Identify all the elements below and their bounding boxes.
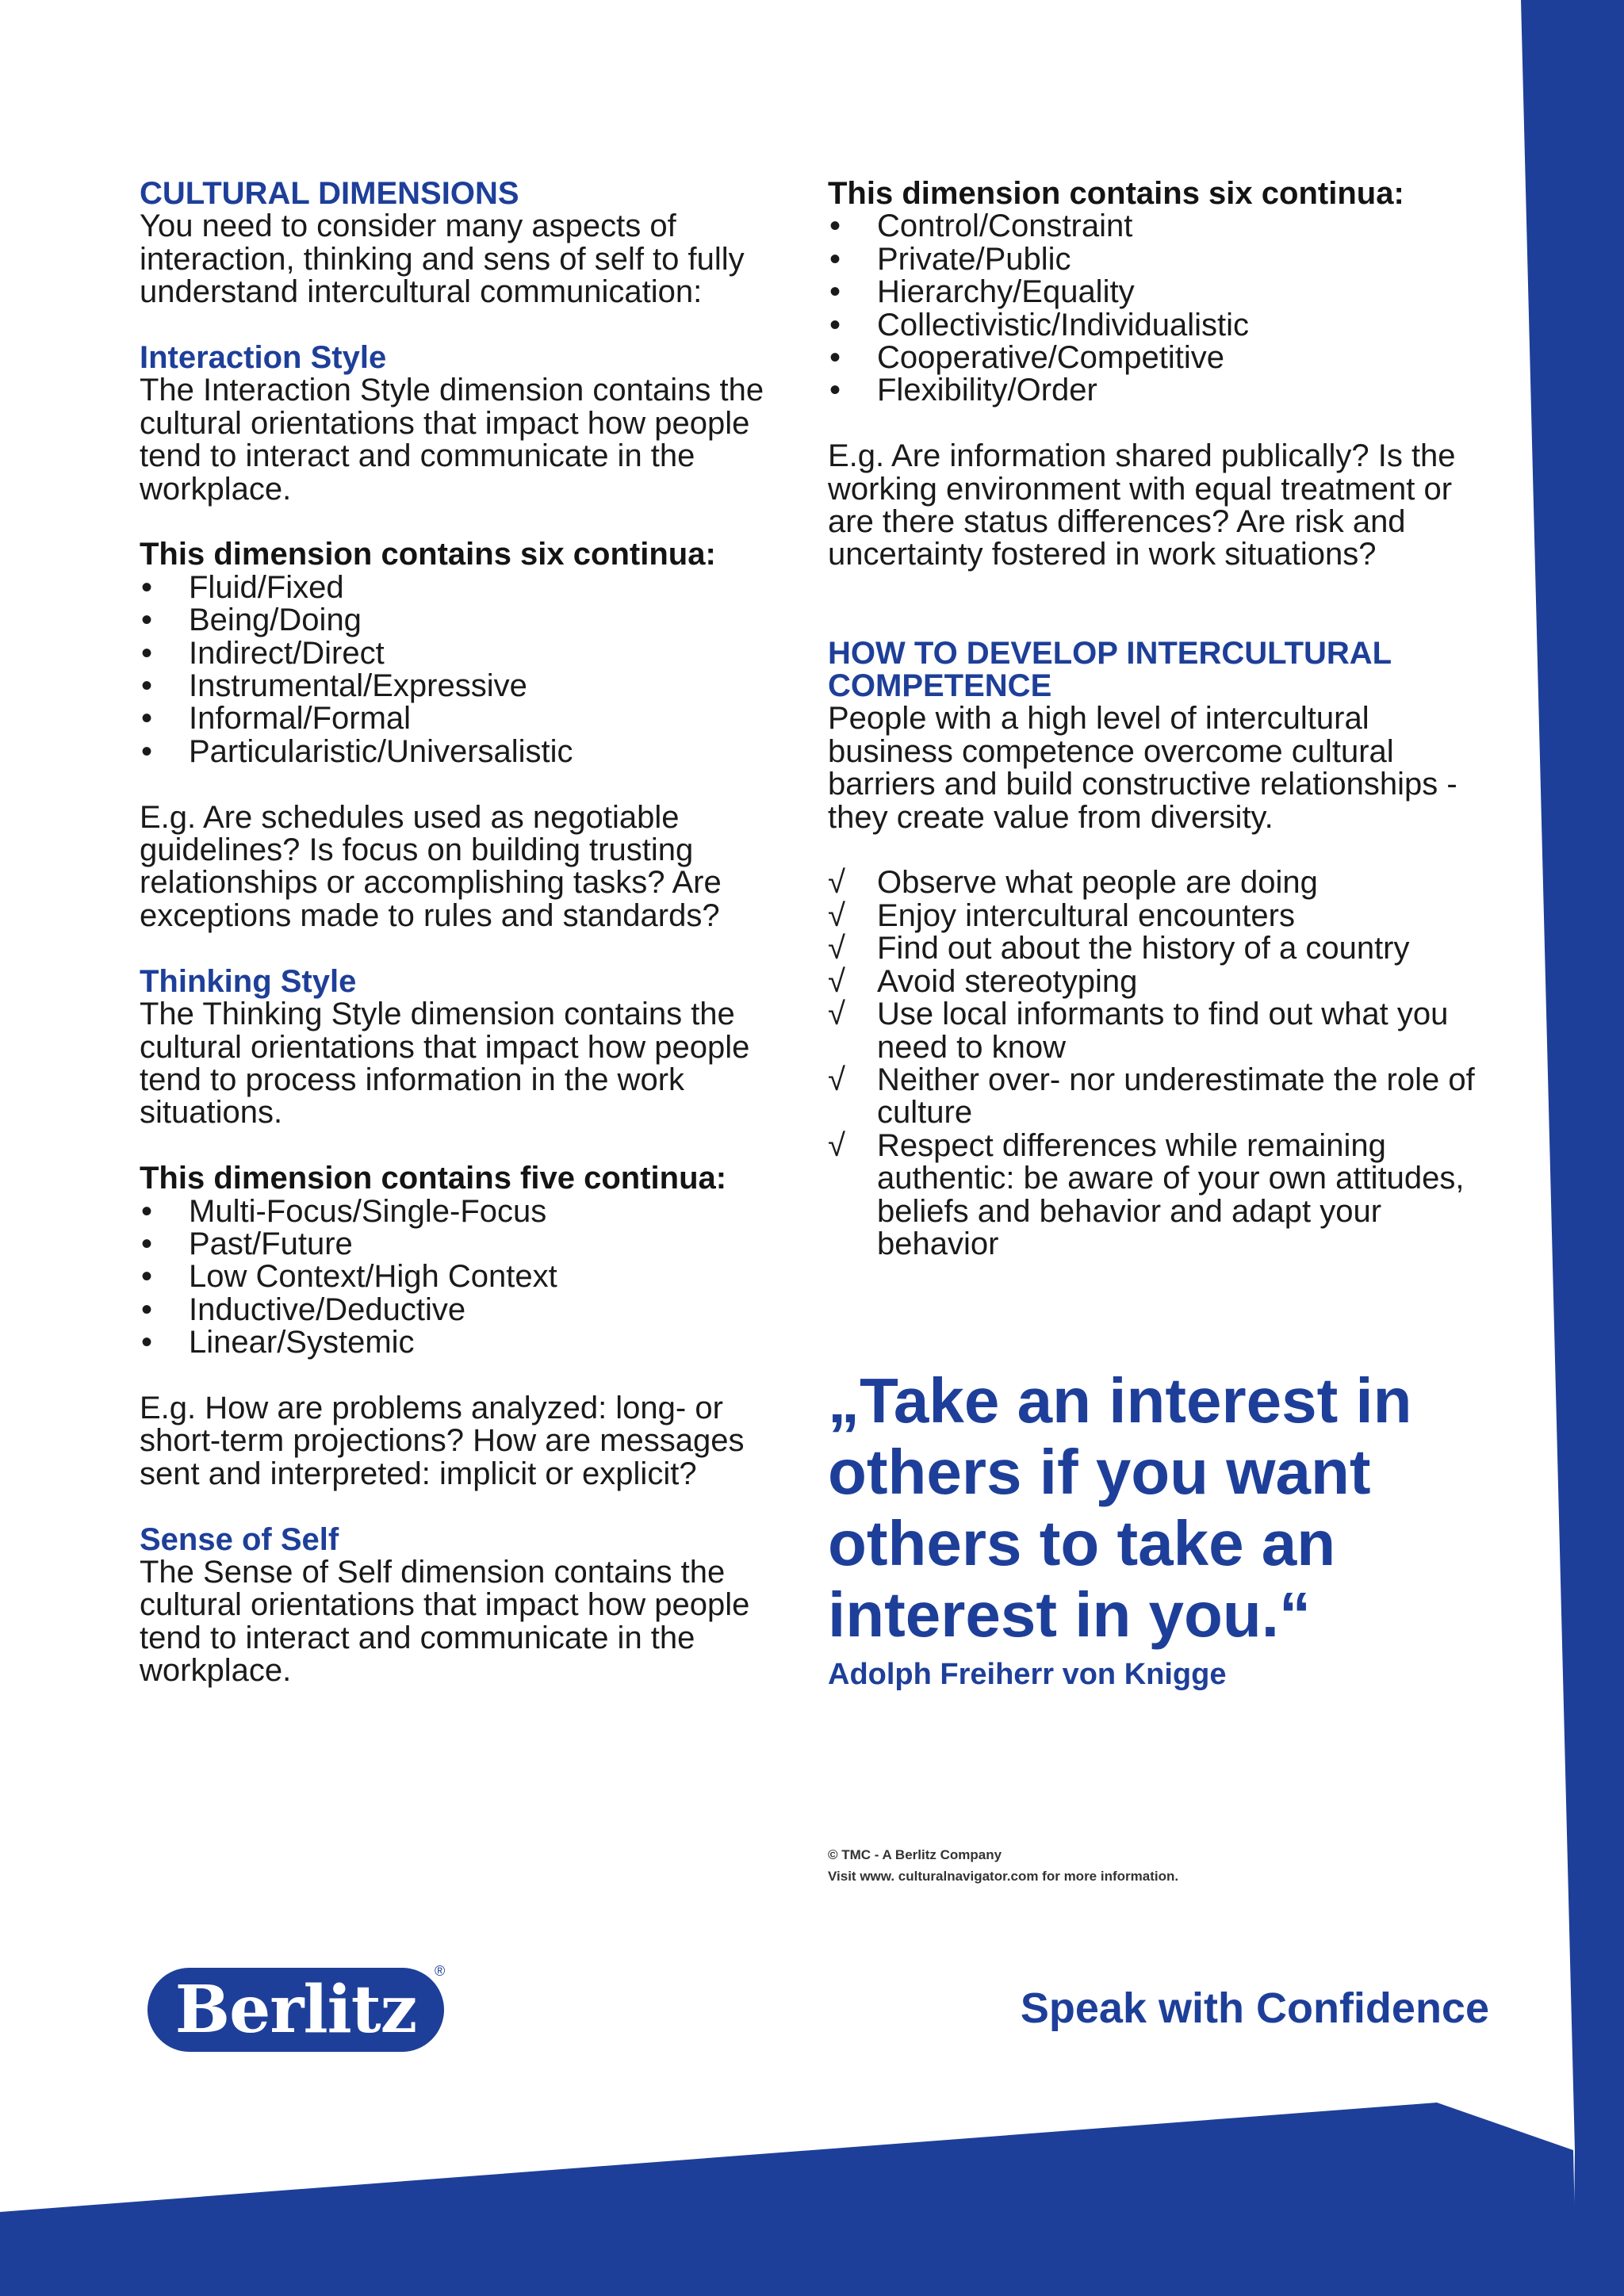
check-icon: √ [828, 897, 845, 933]
check-icon: √ [828, 865, 845, 901]
bullet-icon: • [141, 1259, 153, 1295]
list-item: • Multi-Focus/Single-Focus [141, 1193, 547, 1229]
list-item: • Inductive/Deductive [141, 1292, 466, 1327]
right-blue-band [1521, 0, 1624, 2296]
quote-block [828, 1365, 1526, 1693]
list-item: • Indirect/Direct [141, 635, 385, 671]
self-continua-list [828, 210, 1494, 407]
check-icon: √ [828, 931, 845, 966]
interaction-style-heading: Interaction Style [140, 340, 387, 376]
list-item: • Hierarchy/Equality [829, 274, 1135, 310]
bullet-icon: • [141, 1193, 153, 1229]
list-item: √ Find out about the history of a country [828, 931, 1410, 966]
list-item: • Private/Public [829, 241, 1071, 277]
interaction-example: E.g. Are schedules used as negotiable guidelines? Is focus on building trusting relationships or accomplishing tasks? Are exceptions made to rules and standards? [140, 799, 722, 933]
list-item: • Collectivistic/Individualistic [829, 307, 1250, 342]
section-title: CULTURAL DIMENSIONS [140, 176, 519, 211]
copyright-text: © TMC - A Berlitz Company [828, 1847, 1002, 1862]
quote-author: Adolph Freiherr von Knigge [828, 1658, 1227, 1691]
list-item: • Low Context/High Context [141, 1259, 557, 1295]
competence-heading: HOW TO DEVELOP INTERCULTURAL COMPETENCE [828, 635, 1392, 704]
bullet-icon: • [829, 209, 841, 244]
check-icon: √ [828, 963, 845, 999]
competence-body: People with a high level of intercultural business competence overcome cultural barriers and build constructive relationships - they create value from diversity. [828, 701, 1457, 835]
bullet-icon: • [141, 701, 153, 737]
bullet-icon: • [829, 307, 841, 342]
list-item: √ Respect differences while remaining authentic: be aware of your own attitudes, beliefs and behavior and adapt your behavior [828, 1127, 1465, 1261]
bullet-icon: • [141, 1226, 153, 1261]
footer-copyright [828, 1844, 1178, 1887]
sense-of-self-heading: Sense of Self [140, 1521, 339, 1557]
self-list-heading: This dimension contains six continua: [828, 176, 1404, 211]
bullet-icon: • [829, 373, 841, 408]
bullet-icon: • [141, 1292, 153, 1327]
list-item: • Past/Future [141, 1226, 353, 1261]
left-column [140, 178, 798, 1688]
check-icon: √ [828, 997, 845, 1032]
list-item: • Control/Constraint [829, 209, 1133, 244]
thinking-continua-list [140, 1193, 798, 1360]
list-item: √ Avoid stereotyping [828, 963, 1138, 999]
list-item: √ Enjoy intercultural encounters [828, 897, 1295, 933]
bottom-blue-band [0, 2103, 1576, 2296]
bullet-icon: • [829, 241, 841, 277]
visit-text: Visit www. culturalnavigator.com for more information. [828, 1869, 1179, 1884]
check-icon: √ [828, 1127, 845, 1163]
thinking-style-body: The Thinking Style dimension contains the cultural orientations that impact how people tend to process information in the work situations. [140, 997, 750, 1131]
list-item: • Particularistic/Universalistic [141, 733, 573, 769]
registered-mark: ® [435, 1963, 446, 1979]
logo-wordmark: Berlitz [147, 1968, 444, 2052]
right-column [828, 178, 1494, 1261]
thinking-style-heading: Thinking Style [140, 963, 357, 999]
list-item: • Flexibility/Order [829, 373, 1097, 408]
self-example: E.g. Are information shared publically? Is the working environment with equal treatment or are there status differences? Are risk and uncertainty fostered in work situations? [828, 438, 1456, 572]
bullet-icon: • [141, 1325, 153, 1360]
interaction-list-heading: This dimension contains six continua: [140, 537, 716, 572]
list-item: • Informal/Formal [141, 701, 412, 737]
quote-text: „Take an interest in others if you want others to take an interest in you.“ [828, 1365, 1412, 1650]
bullet-icon: • [141, 635, 153, 671]
list-item: √ Use local informants to find out what you need to know [828, 997, 1449, 1065]
thinking-list-heading: This dimension contains five continua: [140, 1161, 727, 1196]
interaction-style-body: The Interaction Style dimension contains the cultural orientations that impact how people tend to interact and communicate in the workplace. [140, 373, 764, 507]
list-item: • Linear/Systemic [141, 1325, 415, 1360]
tagline: Speak with Confidence [1020, 1984, 1489, 2032]
thinking-example: E.g. How are problems analyzed: long- or short-term projections? How are messages sent and interpreted: implicit or explicit? [140, 1390, 745, 1491]
berlitz-logo [147, 1963, 447, 2053]
list-item: √ Neither over- nor underestimate the role of culture [828, 1062, 1475, 1131]
bullet-icon: • [141, 733, 153, 769]
sense-of-self-body: The Sense of Self dimension contains the cultural orientations that impact how people tend to interact and communicate in the workplace. [140, 1554, 750, 1689]
intro-paragraph: You need to consider many aspects of interaction, thinking and sens of self to fully understand intercultural communication: [140, 209, 745, 310]
list-item: • Being/Doing [141, 603, 362, 638]
check-icon: √ [828, 1062, 845, 1097]
competence-tips-list [828, 867, 1494, 1261]
interaction-continua-list [140, 569, 798, 769]
bullet-icon: • [829, 274, 841, 310]
bullet-icon: • [829, 340, 841, 376]
list-item: • Fluid/Fixed [141, 569, 344, 605]
list-item: √ Observe what people are doing [828, 865, 1318, 901]
bullet-icon: • [141, 569, 153, 605]
list-item: • Cooperative/Competitive [829, 340, 1224, 376]
bullet-icon: • [141, 603, 153, 638]
list-item: • Instrumental/Expressive [141, 668, 527, 704]
bullet-icon: • [141, 668, 153, 704]
